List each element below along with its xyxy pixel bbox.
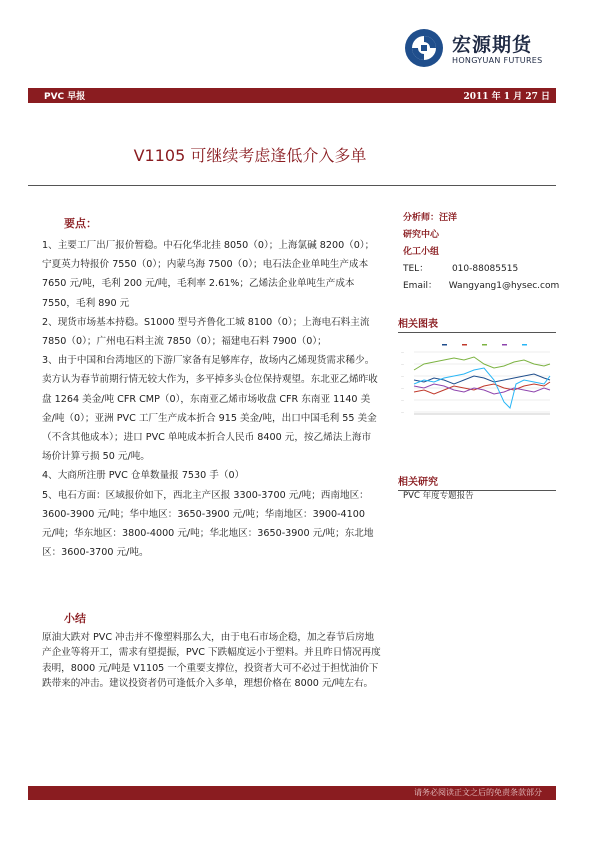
related-report-link[interactable]: PVC 年度专题报告 [403,491,474,501]
svg-text:—: — [401,350,404,354]
svg-text:—: — [401,398,404,402]
phone-number: 010-88085515 [451,264,519,274]
paragraph-2: 2、现货市场基本持稳。S1000 型号齐鲁化工城 8100（0）；上海电石料主流 7850（0）；广州电石料主流 7850（0）；福建电石料 7900（0）； [42,316,370,348]
svg-text:—: — [401,410,404,414]
brand-name-en: HONGYUAN FUTURES [452,56,543,65]
footer-bar [28,786,556,800]
report-date: 2011 年 1 月 27 日 [463,92,550,102]
key-points-heading: 要点： [64,217,97,230]
paragraph-3: 3、由于中国和台湾地区的下游厂家备有足够库存，故场内乙烯现货需求稀少。卖方认为春节前期行情无较大作为，多平掉多头仓位保持观望。东北亚乙烯昨收盘 1264 美金/吨 CFR CMP（0），东南亚乙烯市场收盘 CFR 东南亚 1140 美金/吨（0）；亚洲 PVC 工厂生产成本折合 915 美金/吨，出口中国毛利 55 美金（不含其他成本）；进口 PVC 单吨成本折合人民币 8400 元，按乙烯法上海市场价计算亏损 50 元/吨。 [42,355,378,463]
analyst-group: 化工小组 [403,247,440,257]
disclaimer-note: 请务必阅读正文之后的免责条款部分 [414,788,542,797]
related-research-heading: 相关研究 [398,473,556,491]
report-title: V1105 可继续考虑逢低介入多单 [133,146,367,165]
paragraph-1: 1、主要工厂出厂报价暂稳。中石化华北挂 8050（0）；上海氯碱 8200（0）；宁夏英力特报价 7550（0）；内蒙乌海 7500（0）；电石法企业单吨生产成本 7650 元/吨，毛利 200 元/吨，毛利率 2.61%；乙烯法企业单吨生产成本 7550，毛利 890 元 [42,240,375,309]
summary-body: 原油大跌对 PVC 冲击并不像塑料那么大，由于电石市场企稳，加之春节后房地产企业等将开工，需求有望提振，PVC 下跌幅度远小于塑料。并且昨日情况再度表明，8000 元/吨是 V1105 一个重要支撑位，投资者大可不必过于担忧油价下跌带来的冲击。建议投资者仍可逢低介入多单，理想价格在 8000 元/吨左右。 [42,632,381,690]
svg-text:—: — [401,374,404,378]
logo-emblem-icon [404,28,444,68]
brand-name-cn: 宏源期货 [452,34,533,56]
title-divider [28,185,556,186]
report-type-label: PVC 早报 [44,92,86,102]
svg-text:—: — [401,386,404,390]
analyst-block [403,210,563,295]
email-label: Email： [403,281,437,291]
analyst-name: 分析师：汪洋 [403,213,458,223]
related-charts-heading: 相关图表 [398,315,556,333]
company-logo [404,28,554,68]
summary-heading: 小结 [64,612,86,625]
analyst-email [403,278,563,295]
phone-label: TEL： [403,264,429,274]
related-chart-thumbnail [400,340,555,435]
paragraph-4: 4、大商所注册 PVC 仓单数量报 7530 手（0） [42,470,245,482]
email-address[interactable]: Wangyang1@hysec.com [448,281,560,291]
header-bar [28,88,556,103]
key-points-body [42,236,379,562]
svg-text:—: — [401,362,404,366]
analyst-dept: 研究中心 [403,230,440,240]
analyst-phone [403,261,563,278]
paragraph-5: 5、电石方面：区域报价如下，西北主产区报 3300-3700 元/吨；西南地区：3600-3900 元/吨；华中地区：3650-3900 元/吨；华南地区：3900-4100 元/吨；华东地区：3800-4000 元/吨；华北地区：3650-3900 元/吨；东北地区：3600-3700 元/吨。 [42,489,374,559]
